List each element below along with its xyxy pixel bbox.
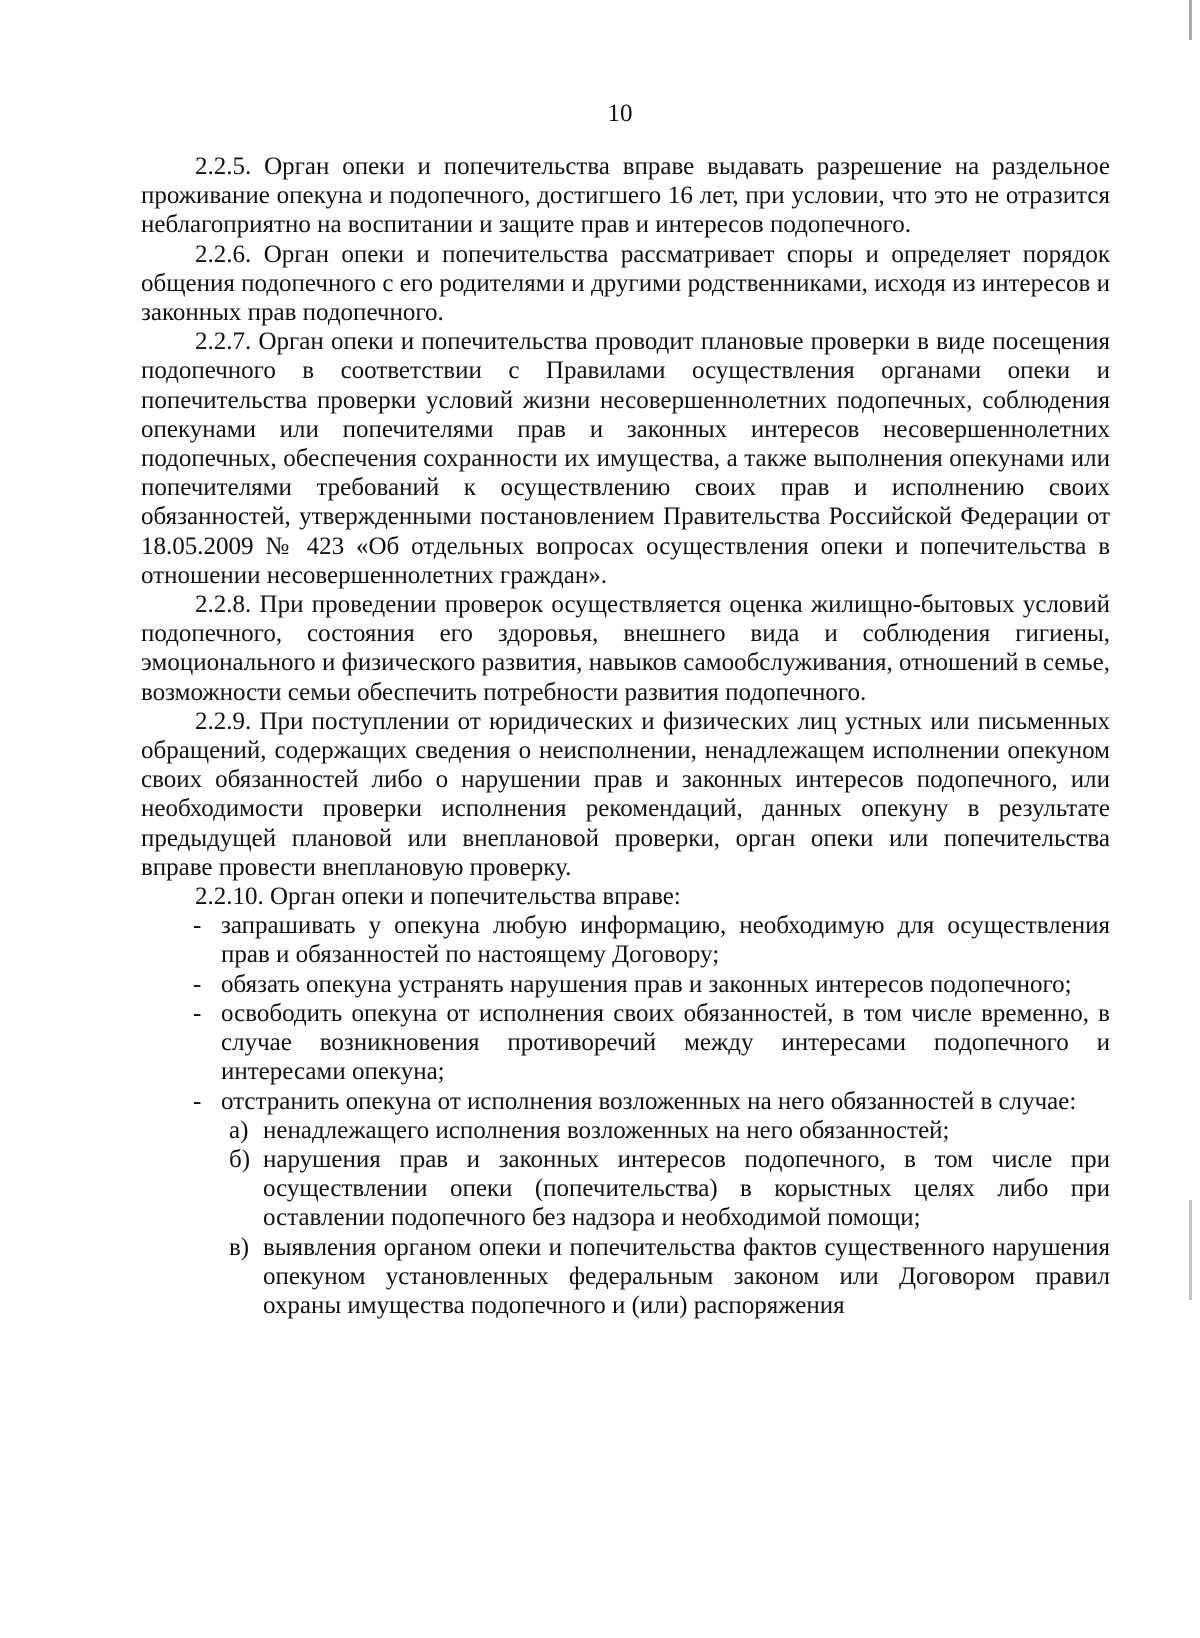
list-item [229, 1116, 1110, 1145]
letter-marker: б) [229, 1145, 251, 1173]
letter-marker: в) [229, 1233, 250, 1261]
paragraph-2-2-10: 2.2.10. Орган опеки и попечительства вправе: [195, 883, 681, 911]
document-body [141, 152, 1110, 1320]
list-item [229, 1145, 1110, 1233]
list-item-text: выявления органом опеки и попечительства фактов существенного нарушения опекуном установленных федеральным законом или Договором правил охраны имущества подопечного и (или) распоряжения [263, 1233, 1110, 1319]
paragraph-2-2-8: 2.2.8. При проведении проверок осуществляется оценка жилищно-бытовых условий подопечного, состояния его здоровья, внешнего вида и соблюдения гигиены, эмоционального и физического развития, навыков самообслуживания, отношений в семье, возможности семьи обеспечить потребности развития подопечного. [141, 591, 1110, 706]
list-item [193, 1087, 1110, 1116]
list-item [229, 1233, 1110, 1321]
paragraph-2-2-5: 2.2.5. Орган опеки и попечительства вправе выдавать разрешение на раздельное проживание опекуна и подопечного, достигшего 16 лет, при условии, что это не отразится неблагоприятно на воспитании и защите прав и интересов подопечного. [141, 153, 1110, 239]
paragraph-2-2-7: 2.2.7. Орган опеки и попечительства проводит плановые проверки в виде посещения подопечного в соответствии с Правилами осуществления органами опеки и попечительства проверки условий жизни несовершеннолетних подопечных, соблюдения опекунами или попечителями прав и законных интересов несовершеннолетних подопечных, обеспечения сохранности их имущества, а также выполнения опекунами или попечителями требований к осуществлению своих прав и исполнению своих обязанностей, утвержденными постановлением Правительства Российской Федерации от 18.05.2009 № 423 «Об отдельных вопросах осуществления опеки и попечительства в отношении несовершеннолетних граждан». [141, 328, 1110, 589]
removal-cases-list [141, 1116, 1110, 1320]
list-item-text: обязать опекуна устранять нарушения прав и законных интересов подопечного; [221, 970, 1072, 998]
dash-marker: - [193, 1087, 202, 1115]
paragraph-2-2-6: 2.2.6. Орган опеки и попечительства рассматривает споры и определяет порядок общения подопечного с его родителями и другими родственниками, исходя из интересов и законных прав подопечного. [141, 240, 1110, 327]
list-item-text: нарушения прав и законных интересов подопечного, в том числе при осуществлении опеки (попечительства) в корыстных целях либо при оставлении подопечного без надзора и необходимой помощи; [263, 1145, 1110, 1232]
dash-marker: - [193, 970, 202, 998]
list-item-text: ненадлежащего исполнения возложенных на него обязанностей; [263, 1116, 950, 1144]
rights-dash-list [141, 911, 1110, 1115]
scan-edge [1189, 0, 1192, 1638]
letter-marker: а) [229, 1116, 249, 1144]
dash-marker: - [193, 999, 202, 1027]
list-item [193, 999, 1110, 1087]
list-item-text: отстранить опекуна от исполнения возложенных на него обязанностей в случае: [221, 1087, 1077, 1115]
list-item [193, 970, 1110, 999]
list-item-text: освободить опекуна от исполнения своих обязанностей, в том числе временно, в случае возникновения противоречий между интересами подопечного и интересами опекуна; [221, 999, 1110, 1086]
list-item [193, 911, 1110, 969]
page-number: 10 [607, 100, 633, 127]
list-item-text: запрашивать у опекуна любую информацию, необходимую для осуществления прав и обязанностей по настоящему Договору; [221, 912, 1110, 969]
paragraph-2-2-9: 2.2.9. При поступлении от юридических и физических лиц устных или письменных обращений, содержащих сведения о неисполнении, ненадлежащем исполнении опекуном своих обязанностей либо о нарушении прав и законных интересов подопечного, или необходимости проверки исполнения рекомендаций, данных опекуну в результате предыдущей плановой или внеплановой проверки, орган опеки или попечительства вправе провести внеплановую проверку. [141, 707, 1110, 881]
dash-marker: - [193, 912, 202, 940]
